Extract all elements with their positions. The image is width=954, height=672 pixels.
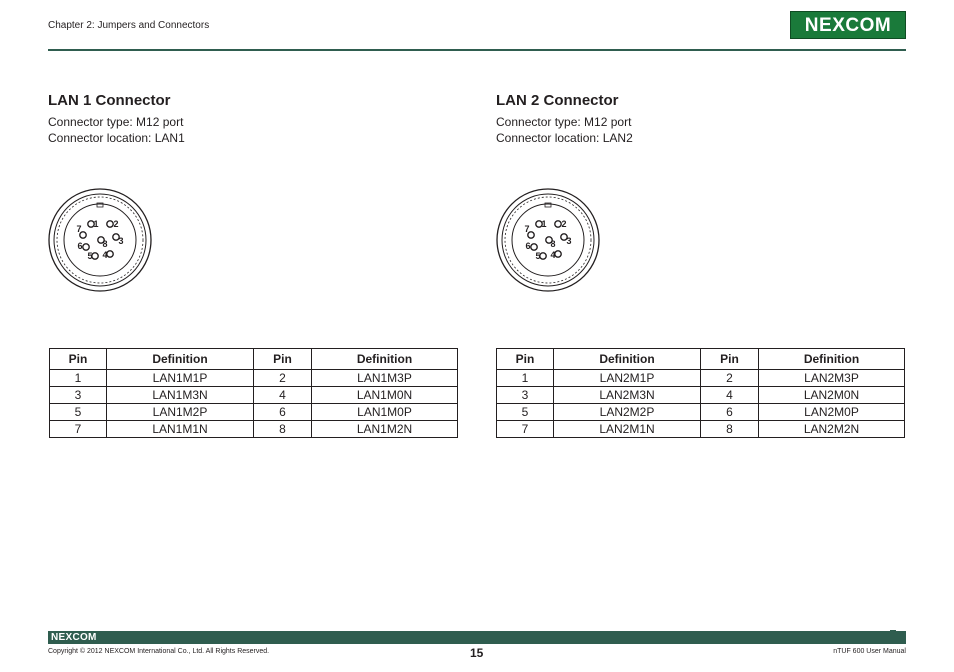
definition-header: Definition bbox=[759, 349, 905, 370]
definition-cell: LAN2M2N bbox=[759, 421, 905, 438]
pin-hole bbox=[92, 253, 98, 259]
page-number: 15 bbox=[470, 646, 484, 660]
table-row bbox=[50, 404, 458, 421]
pin-label: 7 bbox=[76, 224, 82, 234]
pin-label: 5 bbox=[535, 251, 541, 261]
pin-header: Pin bbox=[254, 349, 312, 370]
pin-label: 8 bbox=[550, 239, 556, 249]
pin-label: 4 bbox=[102, 250, 108, 260]
lan1-pin-table bbox=[49, 348, 458, 438]
pin-cell: 4 bbox=[254, 387, 312, 404]
pin-hole bbox=[540, 253, 546, 259]
definition-cell: LAN2M0P bbox=[759, 404, 905, 421]
definition-cell: LAN2M1P bbox=[554, 370, 701, 387]
footer-decor-square bbox=[898, 638, 906, 644]
pin-cell: 5 bbox=[497, 404, 554, 421]
table-row bbox=[50, 370, 458, 387]
pin-cell: 7 bbox=[50, 421, 107, 438]
pin-cell: 2 bbox=[701, 370, 759, 387]
pin-cell: 7 bbox=[497, 421, 554, 438]
table-row bbox=[497, 421, 905, 438]
table-header-row bbox=[50, 349, 458, 370]
definition-cell: LAN2M0N bbox=[759, 387, 905, 404]
pin-cell: 6 bbox=[254, 404, 312, 421]
table-header-row bbox=[497, 349, 905, 370]
definition-cell: LAN2M3P bbox=[759, 370, 905, 387]
pin-cell: 8 bbox=[701, 421, 759, 438]
pin-label: 3 bbox=[566, 236, 572, 246]
pin-cell: 4 bbox=[701, 387, 759, 404]
lan2-section bbox=[496, 92, 633, 146]
definition-cell: LAN1M2P bbox=[107, 404, 254, 421]
definition-cell: LAN2M1N bbox=[554, 421, 701, 438]
pin-label: 2 bbox=[561, 219, 567, 229]
lan2-location: Connector location: LAN2 bbox=[496, 131, 633, 145]
pin-label: 3 bbox=[118, 236, 124, 246]
copyright-text: Copyright © 2012 NEXCOM International Co., Ltd. All Rights Reserved. bbox=[48, 648, 270, 655]
definition-cell: LAN1M3N bbox=[107, 387, 254, 404]
pin-hole bbox=[555, 251, 561, 257]
definition-cell: LAN1M0N bbox=[312, 387, 458, 404]
pin-cell: 2 bbox=[254, 370, 312, 387]
nexcom-logo bbox=[790, 11, 906, 39]
lan1-title: LAN 1 Connector bbox=[48, 92, 171, 109]
pin-hole bbox=[531, 244, 537, 250]
definition-cell: LAN1M0P bbox=[312, 404, 458, 421]
pin-cell: 8 bbox=[254, 421, 312, 438]
pin-label: 6 bbox=[525, 241, 531, 251]
definition-cell: LAN1M1P bbox=[107, 370, 254, 387]
chapter-title: Chapter 2: Jumpers and Connectors bbox=[48, 20, 210, 31]
footer-decor-square bbox=[890, 630, 896, 636]
pin-header: Pin bbox=[701, 349, 759, 370]
definition-cell: LAN1M1N bbox=[107, 421, 254, 438]
pin-hole bbox=[107, 251, 113, 257]
definition-header: Definition bbox=[107, 349, 254, 370]
pin-label: 1 bbox=[93, 219, 99, 229]
definition-cell: LAN1M2N bbox=[312, 421, 458, 438]
pin-hole bbox=[107, 221, 113, 227]
table-row bbox=[497, 387, 905, 404]
definition-cell: LAN1M3P bbox=[312, 370, 458, 387]
pin-hole bbox=[83, 244, 89, 250]
pin-label: 2 bbox=[113, 219, 119, 229]
pin-cell: 1 bbox=[50, 370, 107, 387]
table-row bbox=[497, 404, 905, 421]
footer-logo: NEXCOM bbox=[51, 632, 97, 643]
lan2-pin-table bbox=[496, 348, 905, 438]
table-row bbox=[497, 370, 905, 387]
definition-header: Definition bbox=[312, 349, 458, 370]
pin-label: 8 bbox=[102, 239, 108, 249]
pin-hole bbox=[555, 221, 561, 227]
pin-label: 5 bbox=[87, 251, 93, 261]
definition-cell: LAN2M2P bbox=[554, 404, 701, 421]
logo-text: NEXCOM bbox=[804, 15, 892, 36]
pin-cell: 5 bbox=[50, 404, 107, 421]
pin-label: 1 bbox=[541, 219, 547, 229]
table-row bbox=[50, 387, 458, 404]
pin-cell: 1 bbox=[497, 370, 554, 387]
lan1-section bbox=[48, 92, 185, 146]
lan1-connector-diagram bbox=[46, 187, 154, 293]
lan2-title: LAN 2 Connector bbox=[496, 92, 619, 109]
lan2-connector-diagram bbox=[494, 187, 602, 293]
pin-label: 7 bbox=[524, 224, 530, 234]
pin-label: 4 bbox=[550, 250, 556, 260]
definition-header: Definition bbox=[554, 349, 701, 370]
footer-bar bbox=[48, 631, 906, 644]
pin-cell: 3 bbox=[497, 387, 554, 404]
pin-cell: 3 bbox=[50, 387, 107, 404]
pin-cell: 6 bbox=[701, 404, 759, 421]
pin-header: Pin bbox=[497, 349, 554, 370]
definition-cell: LAN2M3N bbox=[554, 387, 701, 404]
pin-label: 6 bbox=[77, 241, 83, 251]
lan1-location: Connector location: LAN1 bbox=[48, 131, 185, 145]
table-row bbox=[50, 421, 458, 438]
header-rule bbox=[48, 49, 906, 51]
lan2-type: Connector type: M12 port bbox=[496, 115, 632, 129]
manual-title: nTUF 600 User Manual bbox=[833, 648, 906, 655]
lan1-type: Connector type: M12 port bbox=[48, 115, 184, 129]
pin-header: Pin bbox=[50, 349, 107, 370]
